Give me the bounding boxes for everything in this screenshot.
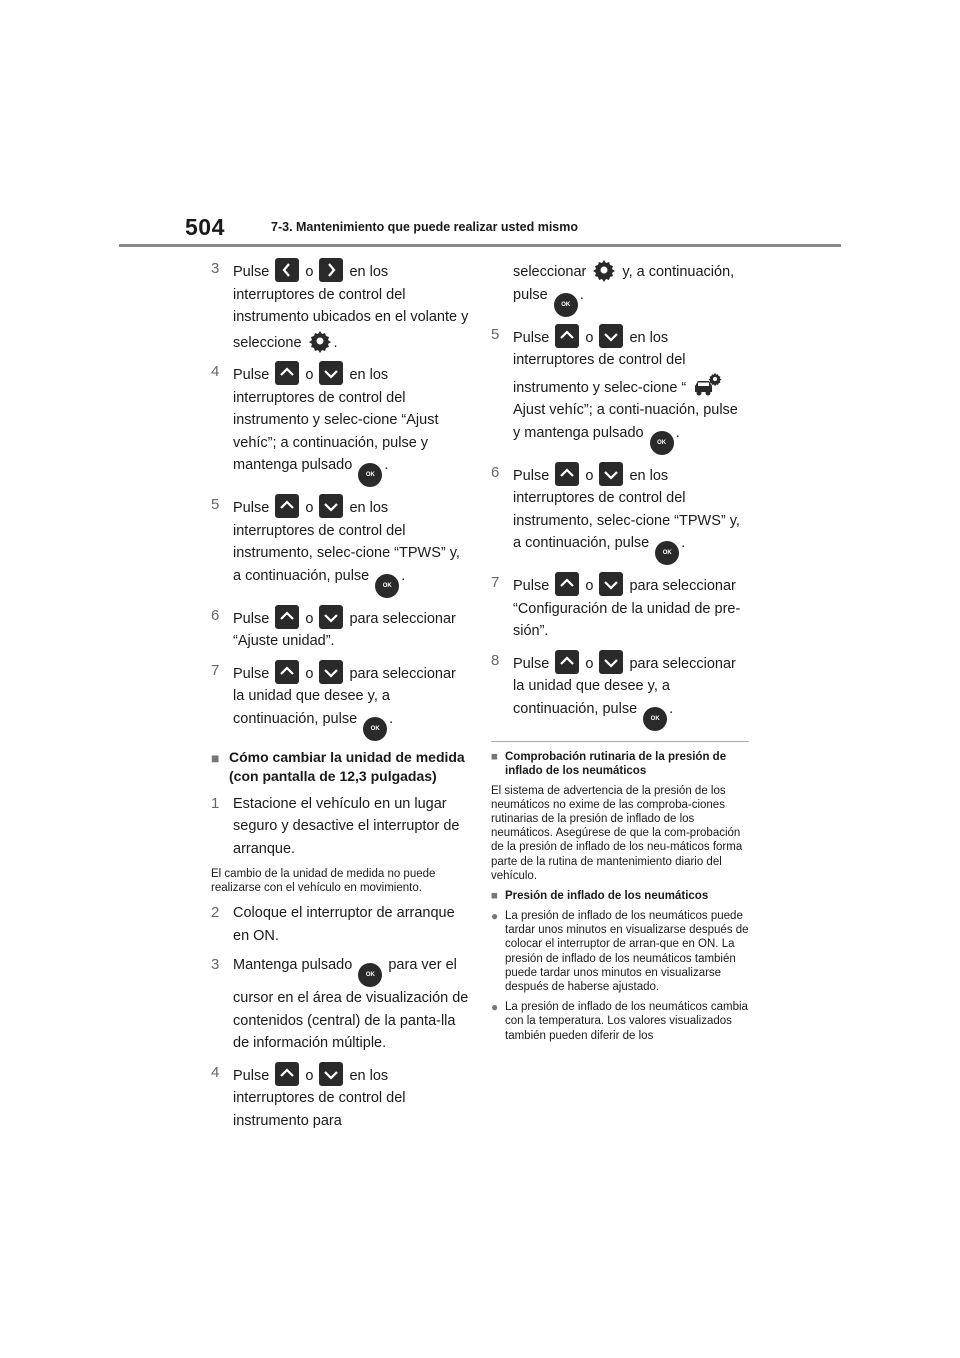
page-number: 504 — [185, 214, 225, 240]
up-arrow-icon — [275, 605, 299, 629]
step-1 — [211, 793, 469, 861]
bullet-item — [491, 909, 749, 994]
step-5b — [491, 324, 749, 455]
step-text: Estacione el vehículo en un lugar seguro y desactive el interruptor de arranque. — [233, 795, 460, 857]
heading-text: Presión de inflado de los neumáticos — [505, 889, 709, 902]
pressure-heading — [491, 889, 749, 903]
step-text: y, a continuación, pulse — [513, 264, 735, 303]
step-number: 4 — [211, 1063, 220, 1081]
step-text: en los interruptores de control del instrumento, selec-cione “TPWS” y, a continuación, pulse — [513, 467, 740, 551]
right-column — [491, 258, 749, 1049]
left-column — [211, 258, 469, 1139]
step-number: 7 — [211, 661, 220, 679]
circle-bullet-icon: ● — [491, 1000, 499, 1015]
step-text: seleccionar — [513, 264, 591, 280]
down-arrow-icon — [319, 494, 343, 518]
step-text: . — [669, 700, 674, 717]
section-title: 7-3. Mantenimiento que puede realizar usted mismo — [271, 220, 579, 234]
down-arrow-icon — [599, 572, 623, 596]
square-bullet-icon: ■ — [491, 889, 498, 902]
routine-check-heading — [491, 750, 749, 778]
step-text: para seleccionar la unidad que desee y, a continuación, pulse — [513, 655, 736, 717]
step-text: Mantenga pulsado — [233, 957, 357, 973]
square-bullet-icon: ■ — [211, 749, 220, 766]
ok-button-icon: OK — [375, 574, 399, 598]
up-arrow-icon — [555, 650, 579, 674]
step-text: en los interruptores de control del instrumento y selec-cione “ — [513, 329, 687, 396]
down-arrow-icon — [319, 605, 343, 629]
step-text: . — [333, 334, 338, 351]
step-text: para ver el cursor en el área de visualización de contenidos (central) de la panta-lla de información múltiple. — [233, 957, 469, 1051]
step-text: para seleccionar la unidad que desee y, a continuación, pulse — [233, 665, 456, 727]
up-arrow-icon — [275, 1062, 299, 1086]
subsection-heading — [211, 748, 469, 786]
section-divider — [491, 741, 749, 742]
step-text: o — [581, 578, 598, 594]
step-3b — [211, 954, 469, 1055]
step-text: . — [675, 424, 680, 441]
ok-button-icon: OK — [643, 707, 667, 731]
step-6 — [211, 605, 469, 653]
up-arrow-icon — [275, 660, 299, 684]
step-text: o — [581, 655, 598, 672]
bullet-text: La presión de inflado de los neumáticos cambia con la temperatura. Los valores visualizados también pueden diferir de los — [505, 1001, 748, 1042]
step-text: o — [301, 367, 318, 383]
down-arrow-icon — [599, 462, 623, 486]
step-text: . — [401, 567, 406, 584]
bullet-text: La presión de inflado de los neumáticos puede tardar unos minutos en visualizarse después de colocar el interruptor de arran-que en ON. La presión de inflado de los neumáticos también puede tardar unos minutos en visualizarse después de haberse ajustado. — [505, 909, 749, 993]
step-text: Pulse — [233, 264, 274, 280]
step-text: Ajust vehíc”; a conti-nuación, pulse y mantenga pulsado — [513, 402, 738, 441]
heading-text: Comprobación rutinaria de la presión de inflado de los neumáticos — [505, 750, 727, 777]
heading-text: Cómo cambiar la unidad de medida (con pantalla de 12,3 pulgadas) — [229, 748, 465, 784]
step-text: para seleccionar “Ajuste unidad”. — [233, 610, 456, 649]
ok-button-icon: OK — [554, 293, 578, 317]
step-4b-continued — [491, 258, 749, 317]
step-number: 7 — [491, 574, 500, 591]
down-arrow-icon — [319, 660, 343, 684]
ok-button-icon: OK — [655, 541, 679, 565]
down-arrow-icon — [319, 1062, 343, 1086]
step-number: 6 — [491, 463, 500, 481]
step-5 — [211, 494, 469, 598]
up-arrow-icon — [275, 494, 299, 518]
step-4 — [211, 361, 469, 487]
circle-bullet-icon: ● — [491, 908, 499, 923]
step-text: Pulse — [233, 665, 274, 682]
step-text: o — [301, 264, 318, 280]
note-text: El cambio de la unidad de medida no puede realizarse con el vehículo en movimiento. — [211, 868, 436, 894]
ok-button-icon: OK — [363, 717, 387, 741]
up-arrow-icon — [555, 462, 579, 486]
step-8b — [491, 650, 749, 731]
step-3 — [211, 258, 469, 354]
step-text: o — [581, 329, 598, 346]
step-6b — [491, 462, 749, 566]
step-number: 3 — [211, 260, 220, 277]
step-text: Pulse — [513, 467, 554, 484]
up-arrow-icon — [555, 324, 579, 348]
step-number: 6 — [211, 606, 220, 624]
step-number: 4 — [211, 363, 220, 380]
ok-button-icon: OK — [358, 963, 382, 987]
up-arrow-icon — [555, 572, 579, 596]
step-text: o — [301, 500, 318, 516]
step-number: 5 — [211, 496, 220, 513]
up-arrow-icon — [275, 361, 299, 385]
step-text: en los interruptores de control del instrumento para — [233, 1067, 406, 1129]
step-text: Pulse — [513, 329, 554, 346]
step-text: en los interruptores de control del instrumento ubicados en el volante y seleccione — [233, 264, 469, 351]
gear-icon — [308, 329, 332, 353]
step-text: o — [301, 1067, 318, 1084]
step-text: para seleccionar “Configuración de la unidad de pre-sión”. — [513, 578, 741, 639]
step-text: o — [301, 610, 318, 627]
down-arrow-icon — [599, 650, 623, 674]
ok-button-icon: OK — [650, 431, 674, 455]
down-arrow-icon — [599, 324, 623, 348]
step-text: . — [389, 710, 394, 727]
step-text: Coloque el interruptor de arranque en ON. — [233, 905, 455, 944]
routine-check-paragraph: El sistema de advertencia de la presión de los neumáticos no exime de las comproba-ciones rutinarias de la presión de inflado de los neumáticos. Asegúrese de que la com-probación de la presión de inflado de los neu-máticos forma parte de la rutina de mantenimiento diario del vehículo. — [491, 784, 743, 882]
bullet-item — [491, 1000, 749, 1043]
step-number: 1 — [211, 794, 220, 812]
step-number: 5 — [491, 325, 500, 343]
step-text: Pulse — [233, 610, 274, 627]
step-text: Pulse — [233, 367, 274, 383]
right-arrow-icon — [319, 258, 343, 282]
step-text: Pulse — [233, 500, 274, 516]
car-settings-icon — [692, 372, 722, 398]
step-number: 3 — [211, 956, 220, 973]
step-7b — [491, 572, 749, 643]
step-text: . — [384, 457, 389, 473]
step-text: en los interruptores de control del instrumento y selec-cione “Ajust vehíc”; a continuación, pulse y mantenga pulsado — [233, 367, 439, 473]
step-text: Pulse — [513, 578, 554, 594]
left-arrow-icon — [275, 258, 299, 282]
gear-icon — [592, 258, 616, 282]
header-rule — [119, 244, 841, 247]
step-4b — [211, 1062, 469, 1133]
step-text: Pulse — [233, 1067, 274, 1084]
step-text: en los interruptores de control del instrumento, selec-cione “TPWS” y, a continuación, pulse — [233, 500, 460, 584]
step-text: o — [301, 665, 318, 682]
step-2 — [211, 902, 469, 947]
step-number: 8 — [491, 651, 500, 669]
step-text: o — [581, 467, 598, 484]
ok-button-icon: OK — [358, 463, 382, 487]
step-number: 2 — [211, 904, 220, 921]
square-bullet-icon: ■ — [491, 750, 498, 763]
step-text: . — [681, 535, 686, 551]
step-7 — [211, 660, 469, 741]
down-arrow-icon — [319, 361, 343, 385]
step-text: Pulse — [513, 655, 554, 672]
step-text: . — [579, 286, 584, 303]
